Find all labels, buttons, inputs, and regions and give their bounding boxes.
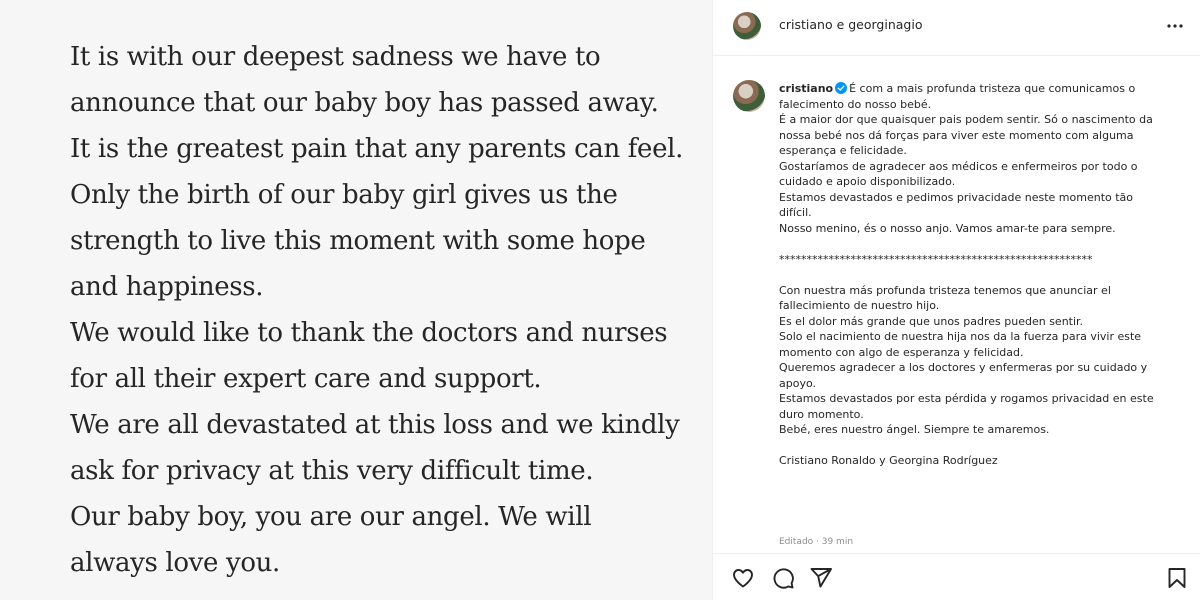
caption-spacer <box>779 438 1189 454</box>
statement-text <box>70 34 700 586</box>
caption-line: nossa bebé nos dá forças para viver este momento com alguma <box>779 128 1134 142</box>
statement-line: It is with our deepest sadness we have to <box>70 42 601 72</box>
username-link[interactable]: cristiano <box>779 82 834 95</box>
heart-icon[interactable] <box>731 566 755 590</box>
caption-text: É com a mais profunda tristeza que comunicamos o <box>849 82 1136 95</box>
caption-first-line <box>779 81 1189 97</box>
caption-signature: Cristiano Ronaldo y Georgina Rodríguez <box>779 454 998 467</box>
post-author-names[interactable]: cristiano e georginagio <box>779 17 923 32</box>
avatar[interactable] <box>733 12 761 40</box>
share-icon[interactable] <box>809 566 833 590</box>
post-caption <box>779 81 1189 469</box>
post-panel <box>712 0 1200 600</box>
statement-line: for all their expert care and support. <box>70 364 542 394</box>
caption-line: Queremos agradecer a los doctores y enfermeras por su cuidado y <box>779 361 1148 374</box>
caption-line: falecimento do nosso bebé. <box>779 97 932 111</box>
statement-line: always love you. <box>70 548 280 578</box>
caption-spacer <box>779 236 1189 252</box>
statement-line: We are all devastated at this loss and we kindly <box>70 410 680 440</box>
caption-line: Solo el nacimiento de nuestra hija nos da la fuerza para vivir este <box>779 330 1142 343</box>
statement-line: We would like to thank the doctors and nurses <box>70 318 668 348</box>
caption-line: fallecimiento de nuestro hijo. <box>779 299 940 312</box>
caption-line: Bebé, eres nuestro ángel. Siempre te amaremos. <box>779 423 1050 436</box>
caption-line: Es el dolor más grande que unos padres pueden sentir. <box>779 314 1084 328</box>
caption-line: cuidado e apoio disponibilizado. <box>779 175 956 188</box>
caption-line: Con nuestra más profunda tristeza tenemos que anunciar el <box>779 283 1111 297</box>
statement-line: strength to live this moment with some hope <box>70 226 646 256</box>
caption-avatar[interactable] <box>733 80 765 112</box>
verified-badge-icon <box>835 82 847 94</box>
caption-line: É a maior dor que quaisquer pais podem sentir. Só o nascimento da <box>779 113 1153 126</box>
bookmark-icon[interactable] <box>1165 566 1189 590</box>
statement-line: and happiness. <box>70 272 264 302</box>
post-header <box>713 0 1200 56</box>
caption-line: Estamos devastados e pedimos privacidade neste momento tão <box>779 190 1134 204</box>
statement-line: ask for privacy at this very difficult time. <box>70 456 594 486</box>
caption-line: esperança e felicidade. <box>779 144 907 157</box>
caption-line: Gostaríamos de agradecer aos médicos e enfermeiros por todo o <box>779 159 1138 173</box>
caption-line: difícil. <box>779 206 812 219</box>
statement-line: Only the birth of our baby girl gives us the <box>70 180 618 210</box>
caption-line: duro momento. <box>779 407 864 421</box>
statement-line: It is the greatest pain that any parents can feel. <box>70 134 683 164</box>
caption-line: apoyo. <box>779 376 816 390</box>
statement-line: Our baby boy, you are our angel. We will <box>70 502 592 532</box>
caption-line: Nosso menino, és o nosso anjo. Vamos amar-te para sempre. <box>779 221 1116 235</box>
statement-line: announce that our baby boy has passed away. <box>70 88 659 118</box>
caption-line: Estamos devastados por esta pérdida y rogamos privacidad en este <box>779 392 1154 405</box>
post-timestamp[interactable]: Editado · 39 min <box>779 537 854 547</box>
comment-icon[interactable] <box>771 566 795 590</box>
caption-separator: ********************************************************* <box>779 252 1093 266</box>
action-bar <box>713 553 1200 600</box>
caption-spacer <box>779 267 1189 283</box>
more-horizontal-icon[interactable] <box>1163 14 1187 38</box>
caption-line: momento con algo de esperanza y felicidad. <box>779 345 1024 359</box>
